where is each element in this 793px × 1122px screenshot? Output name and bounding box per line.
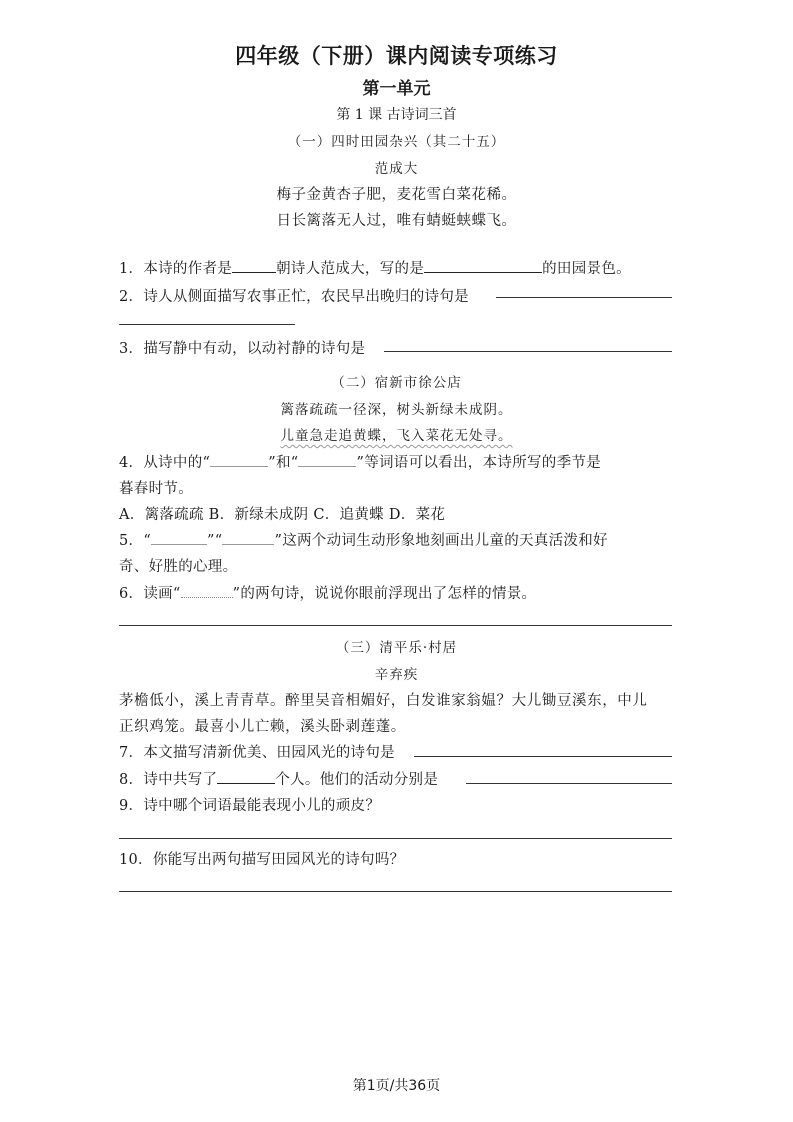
poem2-title: （二）宿新市徐公店: [331, 375, 462, 391]
poem1-line-1: 梅子金黄杏子肥，麦花雪白菜花稀。: [276, 187, 517, 203]
question-8-text-a: 8．诗中共写了: [119, 772, 218, 788]
unit-heading: 第一单元: [362, 79, 431, 99]
poem2-line-1: 篱落疏疏一径深，树头新绿未成阴。: [280, 402, 513, 418]
poem1-author: 范成大: [374, 161, 419, 177]
question-5-continued: 奇、好胜的心理。: [119, 559, 238, 575]
question-5-blank-2[interactable]: [222, 530, 274, 545]
question-2-text: 2．诗人从侧面描写农事正忙，农民早出晚归的诗句是: [119, 289, 469, 305]
question-1-text-c: 的田园景色。: [542, 261, 631, 277]
question-7-text: 7．本文描写清新优美、田园风光的诗句是: [119, 745, 395, 761]
poem3-line-1: 茅檐低小，溪上青青草。醉里吴音相媚好，白发谁家翁媪？大儿锄豆溪东，中儿: [119, 693, 648, 709]
poem3-line-2: 正织鸡笼。最喜小儿亡赖，溪头卧剥莲蓬。: [119, 719, 406, 735]
question-4-text-a: 4．从诗中的“: [119, 455, 211, 471]
question-4-text-c: ”等词语可以看出，本诗所写的季节是: [356, 455, 601, 471]
question-8: [119, 768, 438, 789]
question-5: [119, 529, 608, 550]
question-1-blank-1[interactable]: [232, 258, 276, 273]
question-4-blank-2[interactable]: [298, 452, 356, 467]
question-5-text-c: ”这两个动词生动形象地刻画出儿童的天真活泼和好: [274, 533, 608, 549]
question-1-text-b: 朝诗人范成大，写的是: [276, 261, 425, 277]
question-9-answer-line[interactable]: [119, 838, 672, 839]
question-10: 10．你能写出两句描写田园风光的诗句吗？: [119, 852, 405, 868]
question-9: 9．诗中哪个词语最能表现小儿的顽皮？: [119, 798, 381, 814]
question-2: [119, 285, 469, 306]
question-7: [119, 741, 395, 762]
question-3-text: 3．描写静中有动，以动衬静的诗句是: [119, 341, 366, 357]
question-5-text-b: ”“: [207, 533, 223, 549]
question-10-answer-line[interactable]: [119, 891, 672, 892]
poem1-title: （一）四时田园杂兴（其二十五）: [287, 134, 506, 150]
question-4-blank-1[interactable]: [210, 452, 268, 467]
question-8-blank-count[interactable]: [217, 769, 275, 784]
question-1: [119, 257, 631, 278]
question-4-continued: 暮春时节。: [119, 481, 193, 497]
question-8-answer-line[interactable]: [466, 783, 672, 784]
question-2-answer-line-2[interactable]: [119, 324, 295, 325]
question-3: [119, 337, 365, 358]
question-1-blank-2[interactable]: [424, 258, 542, 273]
question-5-blank-1[interactable]: [151, 530, 207, 545]
poem2-line-2: [0, 424, 793, 444]
poem3-title: （三）清平乐·村居: [335, 640, 458, 656]
poem1-line-2: 日长篱落无人过，唯有蜻蜓蛱蝶飞。: [276, 213, 517, 229]
page-indicator: 第1页/共36页: [352, 1078, 441, 1094]
question-4-text-b: ”和“: [268, 455, 299, 471]
poem2-line-2-text: 儿童急走追黄蝶，飞入菜花无处寻。: [280, 428, 513, 444]
question-1-text-a: 1．本诗的作者是: [119, 261, 233, 277]
question-6-text-b: ”的两句诗，说说你眼前浮现出了怎样的情景。: [232, 586, 537, 602]
question-6-text-a: 6．读画“: [119, 586, 181, 602]
question-6-wavy-marker: [181, 583, 233, 598]
document-title: 四年级（下册）课内阅读专项练习: [235, 44, 558, 68]
question-8-text-b: 个人。他们的活动分别是: [275, 772, 439, 788]
lesson-heading: 第 1 课 古诗词三首: [336, 107, 457, 123]
question-7-answer-line[interactable]: [414, 756, 672, 757]
question-3-answer-line[interactable]: [384, 351, 672, 352]
question-6: [119, 582, 536, 603]
question-4: [119, 451, 601, 472]
poem3-author: 辛弃疾: [374, 667, 419, 683]
question-6-answer-line[interactable]: [119, 625, 672, 626]
question-4-options: A．篱落疏疏 B．新绿未成阴 C．追黄蝶 D．菜花: [119, 507, 446, 523]
question-2-answer-line-1[interactable]: [496, 297, 672, 298]
question-5-text-a: 5．“: [119, 533, 152, 549]
